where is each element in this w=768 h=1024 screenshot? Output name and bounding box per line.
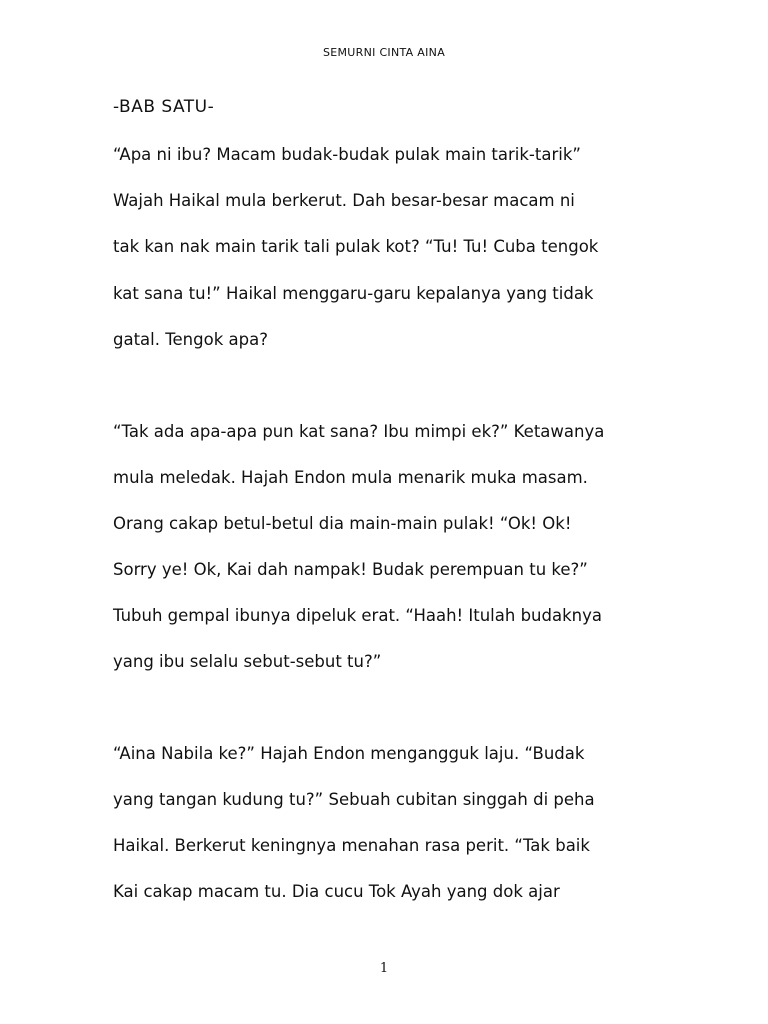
chapter-heading: -BAB SATU- — [113, 97, 215, 117]
body-line: Orang cakap betul-betul dia main-main pulak! “Ok! Ok! — [113, 514, 572, 533]
body-line: tak kan nak main tarik tali pulak kot? “Tu! Tu! Cuba tengok — [113, 237, 599, 256]
body-line: “Tak ada apa-apa pun kat sana? Ibu mimpi ek?” Ketawanya — [113, 422, 605, 441]
body-line: “Apa ni ibu? Macam budak-budak pulak main tarik-tarik” — [113, 145, 581, 164]
body-line: Haikal. Berkerut keningnya menahan rasa perit. “Tak baik — [113, 836, 590, 855]
body-line: Kai cakap macam tu. Dia cucu Tok Ayah yang dok ajar — [113, 882, 560, 901]
body-line: Sorry ye! Ok, Kai dah nampak! Budak perempuan tu ke?” — [113, 560, 588, 579]
body-line: yang tangan kudung tu?” Sebuah cubitan singgah di peha — [113, 790, 595, 809]
running-header: SEMURNI CINTA AINA — [322, 46, 446, 59]
body-line: kat sana tu!” Haikal menggaru-garu kepalanya yang tidak — [113, 284, 594, 303]
body-line: “Aina Nabila ke?” Hajah Endon mengangguk laju. “Budak — [113, 744, 585, 763]
body-line: mula meledak. Hajah Endon mula menarik muka masam. — [113, 468, 588, 487]
page-number: 1 — [379, 961, 389, 976]
body-line: gatal. Tengok apa? — [113, 330, 268, 349]
body-line: Tubuh gempal ibunya dipeluk erat. “Haah! Itulah budaknya — [113, 606, 602, 625]
body-line: Wajah Haikal mula berkerut. Dah besar-besar macam ni — [113, 191, 575, 210]
body-line: yang ibu selalu sebut-sebut tu?” — [113, 652, 382, 671]
